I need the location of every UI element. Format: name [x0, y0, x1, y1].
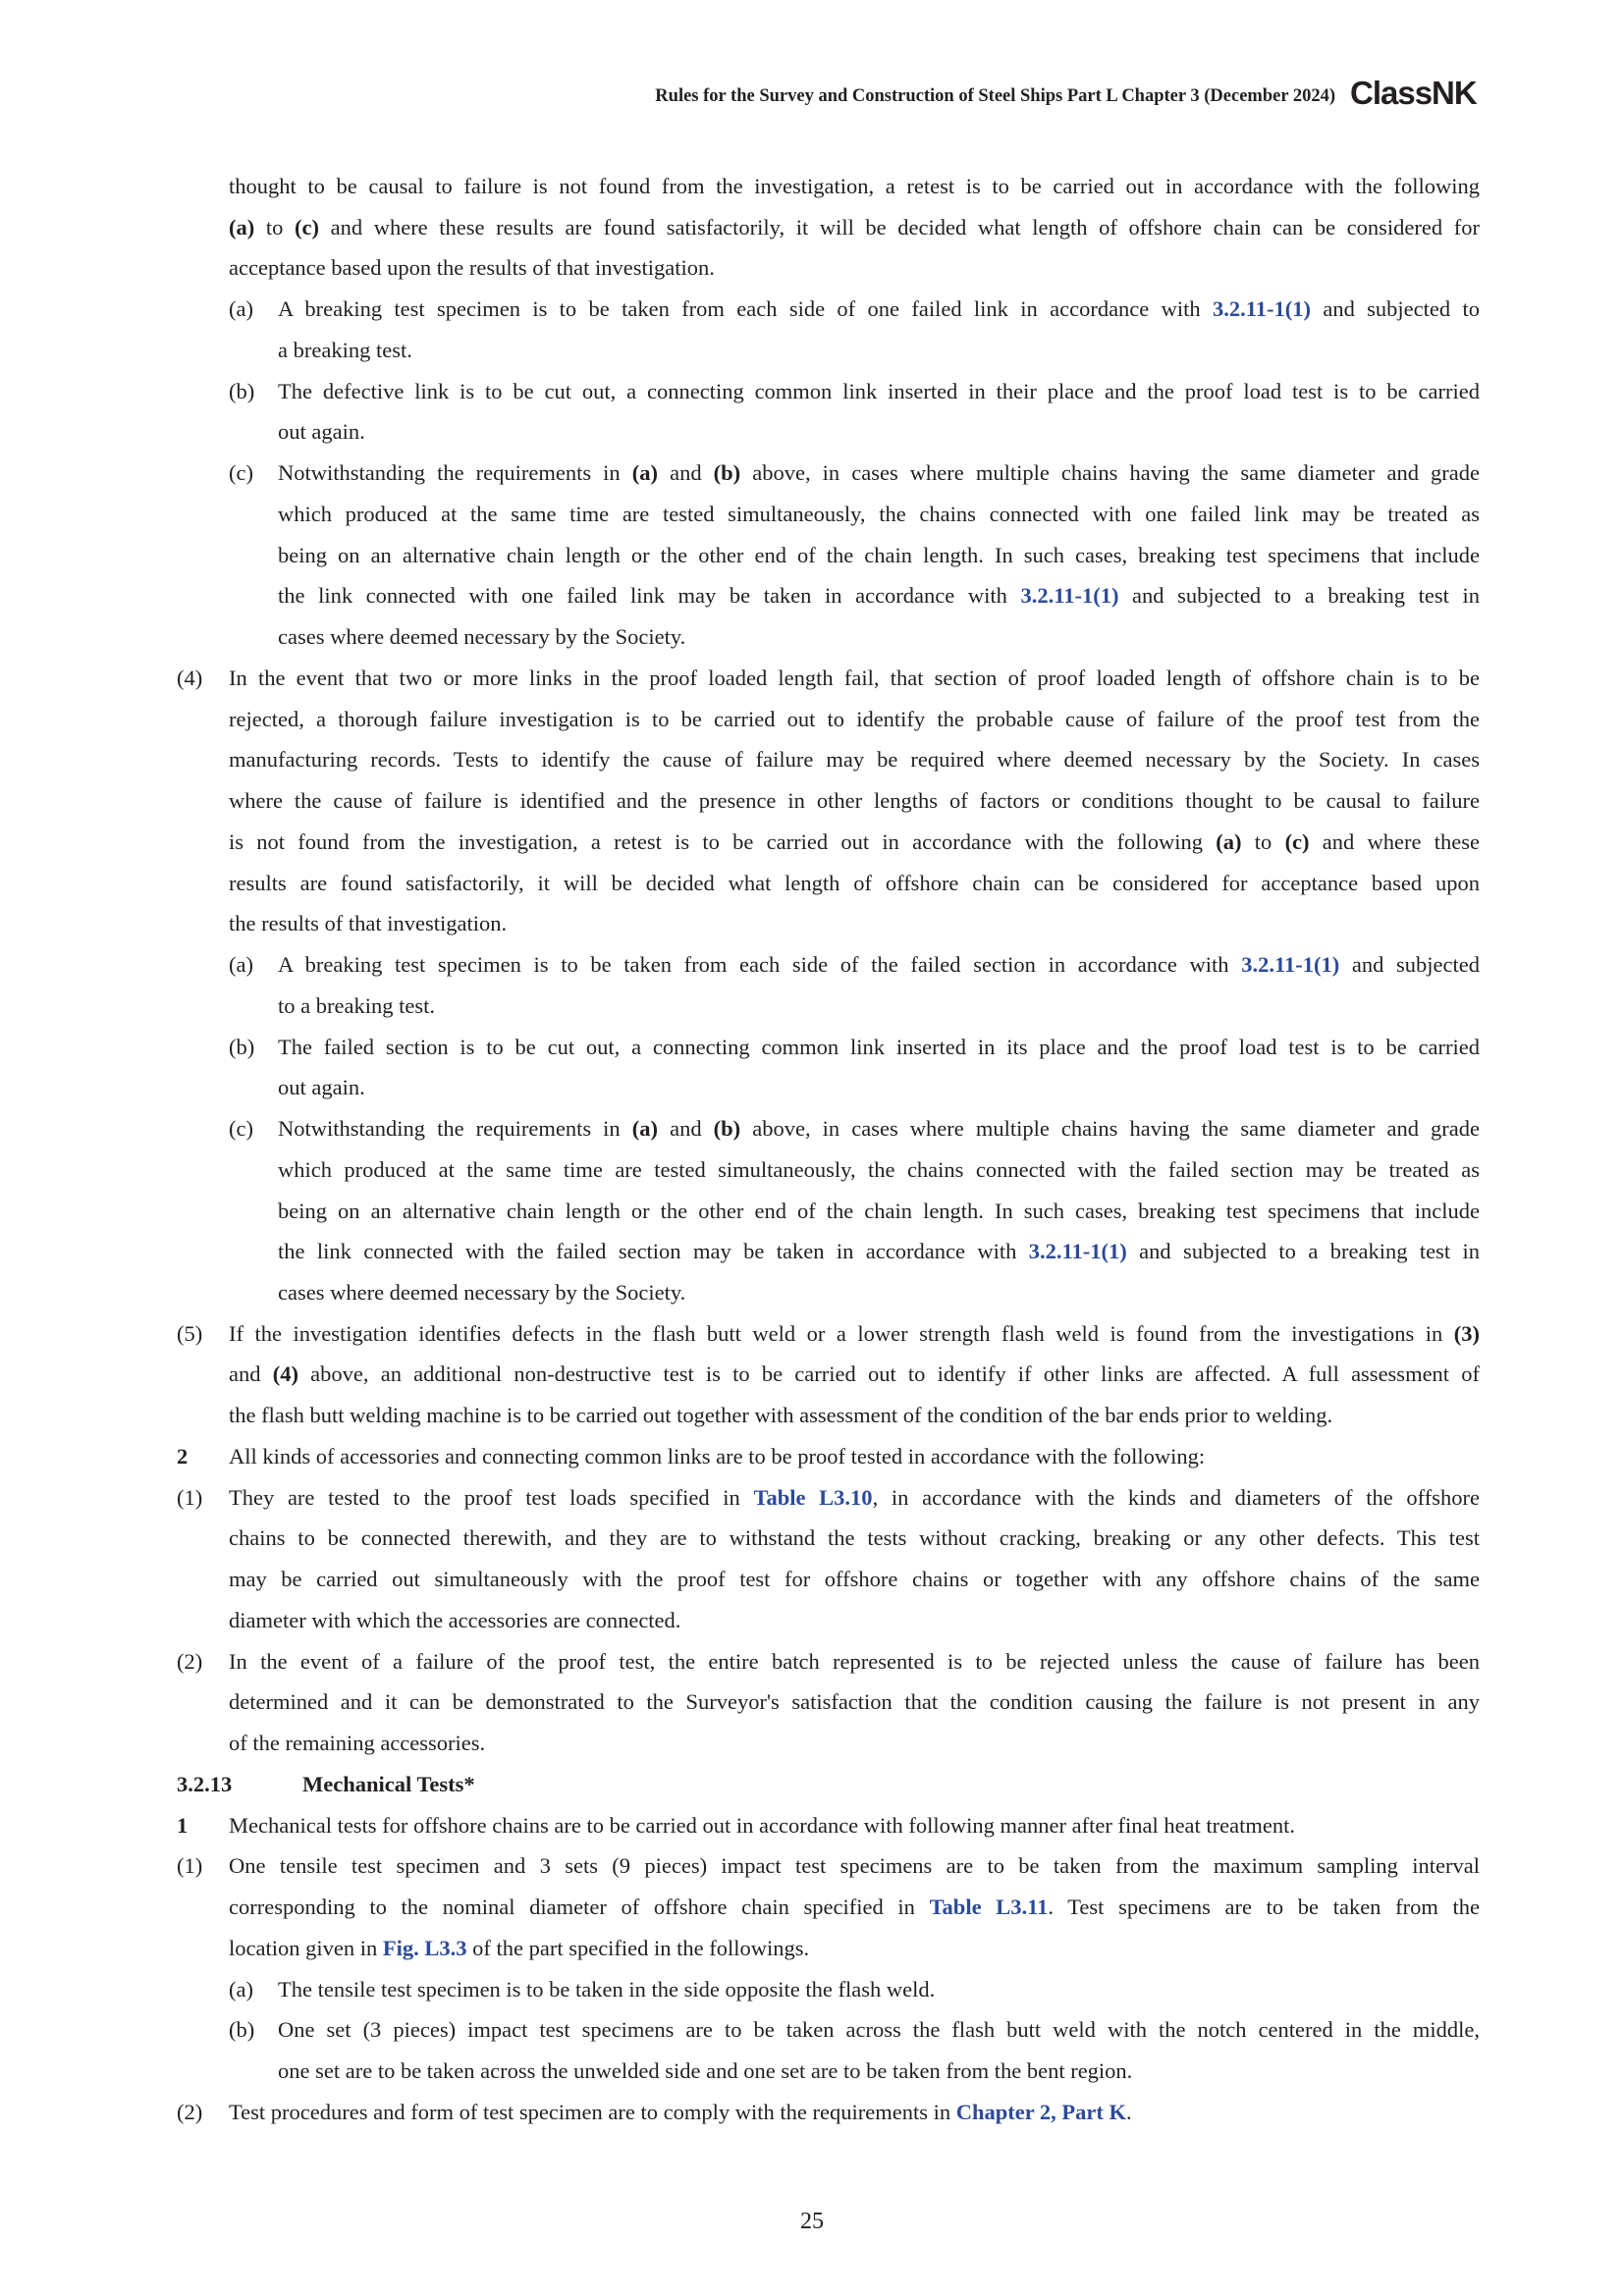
text-run: .: [1126, 2099, 1132, 2124]
text-line: [229, 1729, 1480, 1758]
text-run: out again.: [278, 1075, 365, 1100]
text-line: [278, 1197, 1480, 1226]
list-marker: (5): [177, 1320, 203, 1346]
list-marker: (a): [229, 1976, 253, 2002]
text-line: [278, 1278, 1480, 1308]
text-run: Notwithstanding the requirements in: [278, 1116, 632, 1142]
text-line: [278, 950, 1480, 980]
text-line: [278, 336, 1480, 365]
text-line: [278, 1237, 1480, 1266]
text-line: [229, 909, 1480, 938]
text-line: [229, 253, 1480, 283]
text-line: [229, 213, 1480, 242]
cross-reference-link[interactable]: Table L3.10: [753, 1484, 873, 1510]
list-marker: (1): [177, 1853, 203, 1879]
text-run: thought to be causal to failure is not found from the investigation, a retest is to be carried out in accordance with the following: [229, 174, 1480, 198]
text-run: results are found satisfactorily, it will be decided what length of offshore chain can be considered for acceptance based upon: [229, 870, 1480, 895]
text-run: One set (3 pieces) impact test specimens are to be taken across the flash butt weld with the notch centered in the middle,: [278, 2017, 1480, 2043]
text-run: may be carried out simultaneously with the proof test for offshore chains or together with any offshore chains of the same: [229, 1567, 1480, 1592]
text-line: [229, 745, 1480, 774]
bold-text: (a): [631, 460, 659, 486]
list-marker: (a): [229, 952, 253, 978]
text-run: of the part specified in the followings.: [466, 1935, 810, 1960]
text-run: In the event that two or more links in the proof loaded length fail, that section of proof loaded length of offshore chain is to be: [229, 665, 1480, 690]
text-run: cases where deemed necessary by the Society.: [278, 624, 686, 650]
text-run: and: [229, 1362, 273, 1387]
text-run: chains to be connected therewith, and they are to withstand the tests without cracking, breaking or any other defects. This test: [229, 1525, 1480, 1551]
text-line: [229, 828, 1480, 857]
bold-text: (3): [1453, 1320, 1480, 1346]
cross-reference-link[interactable]: 3.2.11-1(1): [1020, 583, 1119, 609]
text-run: to a breaking test.: [278, 992, 435, 1018]
text-line: [278, 377, 1480, 406]
text-run: which produced at the same time are tested simultaneously, the chains connected with the failed section may be treated as: [278, 1156, 1480, 1182]
list-marker: (4): [177, 665, 203, 690]
text-line: [229, 1565, 1480, 1594]
list-marker: 2: [177, 1443, 189, 1468]
text-run: A breaking test specimen is to be taken from each side of one failed link in accordance with: [278, 296, 1213, 322]
list-marker: 3.2.13: [177, 1771, 233, 1796]
text-line: [229, 1647, 1480, 1677]
text-run: They are tested to the proof test loads specified in: [229, 1484, 754, 1510]
text-run: The failed section is to be cut out, a connecting common link inserted in its place and the proof load test is to be carried: [278, 1034, 1480, 1059]
text-line: [278, 991, 1480, 1021]
text-run: . Test specimens are to be taken from the: [1048, 1895, 1480, 1920]
text-line: [229, 1442, 1480, 1471]
text-run: out again.: [278, 419, 365, 445]
text-run: One tensile test specimen and 3 sets (9 pieces) impact test specimens are to be taken from the maximum sampling interval: [229, 1853, 1480, 1879]
text-run: above, in cases where multiple chains having the same diameter and grade: [740, 460, 1480, 486]
bold-text: (b): [713, 460, 741, 486]
list-marker: (a): [229, 296, 253, 322]
list-marker: (b): [229, 2017, 255, 2043]
text-run: manufacturing records. Tests to identify the cause of failure may be required where deemed necessary by the Society. In cases: [229, 747, 1480, 773]
text-line: [229, 1851, 1480, 1881]
text-run: corresponding to the nominal diameter of offshore chain specified in: [229, 1895, 930, 1920]
text-run: The defective link is to be cut out, a connecting common link inserted in their place and the proof load test is to be carried: [278, 378, 1480, 403]
text-line: [229, 1934, 1480, 1963]
text-run: determined and it can be demonstrated to the Surveyor's satisfaction that the condition causing the failure is not present in any: [229, 1689, 1480, 1715]
text-run: The tensile test specimen is to be taken in the side opposite the flash weld.: [278, 1976, 936, 2002]
text-run: diameter with which the accessories are connected.: [229, 1607, 681, 1632]
text-line: [278, 458, 1480, 488]
text-run: and subjected to a breaking test in: [1118, 583, 1480, 609]
text-line: [229, 1893, 1480, 1922]
cross-reference-link[interactable]: Chapter 2, Part K: [955, 2099, 1127, 2124]
page-number: 25: [800, 2209, 824, 2234]
text-run: A breaking test specimen is to be taken from each side of the failed section in accordance with: [278, 952, 1242, 978]
cross-reference-link[interactable]: 3.2.11-1(1): [1028, 1239, 1127, 1264]
bold-text: (b): [713, 1116, 741, 1142]
text-run: the results of that investigation.: [229, 911, 508, 936]
text-run: being on an alternative chain length or the other end of the chain length. In such cases, breaking test specimens that include: [278, 542, 1480, 567]
text-run: above, an additional non-destructive test is to be carried out to identify if other links are affected. A full assessment of: [298, 1362, 1480, 1387]
cross-reference-link[interactable]: Fig. L3.3: [382, 1935, 467, 1960]
text-run: which produced at the same time are tested simultaneously, the chains connected with one failed link may be treated as: [278, 501, 1480, 526]
text-run: of the remaining accessories.: [229, 1731, 486, 1756]
text-line: [229, 1401, 1480, 1430]
text-line: [229, 1483, 1480, 1513]
text-run: being on an alternative chain length or the other end of the chain length. In such cases, breaking test specimens that include: [278, 1198, 1480, 1223]
bold-text: Mechanical Tests*: [302, 1771, 475, 1796]
text-run: and subjected to: [1310, 296, 1480, 322]
text-line: [229, 869, 1480, 898]
text-run: to: [254, 214, 295, 240]
text-run: is not found from the investigation, a retest is to be carried out in accordance with the following: [229, 828, 1217, 854]
text-run: the link connected with one failed link may be taken in accordance with: [278, 583, 1021, 609]
cross-reference-link[interactable]: Table L3.11: [929, 1895, 1049, 1920]
list-marker: (c): [229, 1116, 253, 1142]
bold-text: (a): [1216, 828, 1242, 854]
text-run: and subjected: [1339, 952, 1480, 978]
text-line: [229, 786, 1480, 816]
text-run: the flash butt welding machine is to be carried out together with assessment of the condition of the bar ends prior to welding.: [229, 1403, 1333, 1428]
text-line: [278, 2056, 1480, 2086]
text-line: [278, 2015, 1480, 2045]
text-run: Notwithstanding the requirements in: [278, 460, 632, 486]
text-run: the link connected with the failed section may be taken in accordance with: [278, 1239, 1029, 1264]
text-line: [229, 1523, 1480, 1553]
text-line: [278, 1073, 1480, 1102]
text-line: [229, 1319, 1480, 1349]
text-run: location given in: [229, 1935, 383, 1960]
text-line: [278, 541, 1480, 570]
text-line: [229, 1811, 1480, 1841]
text-line: [229, 705, 1480, 734]
text-run: Test procedures and form of test specimen are to comply with the requirements in: [229, 2099, 956, 2124]
cross-reference-link[interactable]: 3.2.11-1(1): [1241, 952, 1340, 978]
list-marker: (2): [177, 1648, 203, 1674]
text-line: [229, 2098, 1480, 2127]
text-line: [278, 500, 1480, 529]
text-run: and: [658, 460, 714, 486]
text-run: to: [1241, 828, 1285, 854]
text-run: and where these results are found satisfactorily, it will be decided what length of offshore chain can be considered for: [318, 214, 1480, 240]
list-marker: 1: [177, 1812, 189, 1838]
text-run: cases where deemed necessary by the Society.: [278, 1279, 686, 1305]
page-header-title: Rules for the Survey and Construction of Steel Ships Part L Chapter 3 (December 2024): [655, 86, 1335, 106]
text-line: [302, 1770, 1480, 1799]
text-run: Mechanical tests for offshore chains are to be carried out in accordance with following manner after final heat treatment.: [229, 1812, 1295, 1838]
list-marker: (b): [229, 1034, 255, 1059]
text-line: [278, 1033, 1480, 1062]
text-run: and subjected to a breaking test in: [1126, 1239, 1480, 1264]
bold-text: (4): [272, 1362, 298, 1387]
bold-text: (a): [229, 214, 255, 240]
text-line: [229, 664, 1480, 693]
bold-text: (c): [295, 214, 319, 240]
text-line: [278, 1155, 1480, 1185]
cross-reference-link[interactable]: 3.2.11-1(1): [1212, 296, 1311, 322]
text-run: acceptance based upon the results of that investigation.: [229, 255, 715, 281]
text-run: In the event of a failure of the proof test, the entire batch represented is to be rejected unless the cause of failure has been: [229, 1648, 1480, 1674]
list-marker: (2): [177, 2099, 203, 2124]
text-run: and: [658, 1116, 714, 1142]
bold-text: (c): [1284, 828, 1310, 854]
text-line: [229, 1687, 1480, 1717]
text-run: , in accordance with the kinds and diameters of the offshore: [872, 1484, 1480, 1510]
text-run: a breaking test.: [278, 337, 412, 362]
list-marker: (b): [229, 378, 255, 403]
text-line: [278, 622, 1480, 652]
text-run: one set are to be taken across the unwelded side and one set are to be taken from the bent region.: [278, 2058, 1133, 2084]
list-marker: (c): [229, 460, 253, 486]
text-run: where the cause of failure is identified and the presence in other lengths of factors or conditions thought to be causal to failure: [229, 788, 1480, 814]
text-line: [278, 1975, 1480, 2004]
text-run: All kinds of accessories and connecting common links are to be proof tested in accordance with the following:: [229, 1443, 1206, 1468]
text-run: and where these: [1309, 828, 1480, 854]
text-line: [229, 172, 1480, 201]
classnk-logo: ClassNK: [1350, 75, 1477, 111]
text-run: above, in cases where multiple chains having the same diameter and grade: [740, 1116, 1480, 1142]
text-line: [278, 1114, 1480, 1144]
text-run: rejected, a thorough failure investigation is to be carried out to identify the probable cause of failure of the proof test from the: [229, 706, 1480, 731]
text-line: [229, 1606, 1480, 1635]
text-line: [278, 581, 1480, 611]
text-line: [278, 294, 1480, 324]
text-line: [278, 417, 1480, 447]
list-marker: (1): [177, 1484, 203, 1510]
text-run: If the investigation identifies defects in the flash butt weld or a lower strength flash weld is found from the investigations in: [229, 1320, 1454, 1346]
bold-text: (a): [631, 1116, 659, 1142]
text-line: [229, 1360, 1480, 1389]
